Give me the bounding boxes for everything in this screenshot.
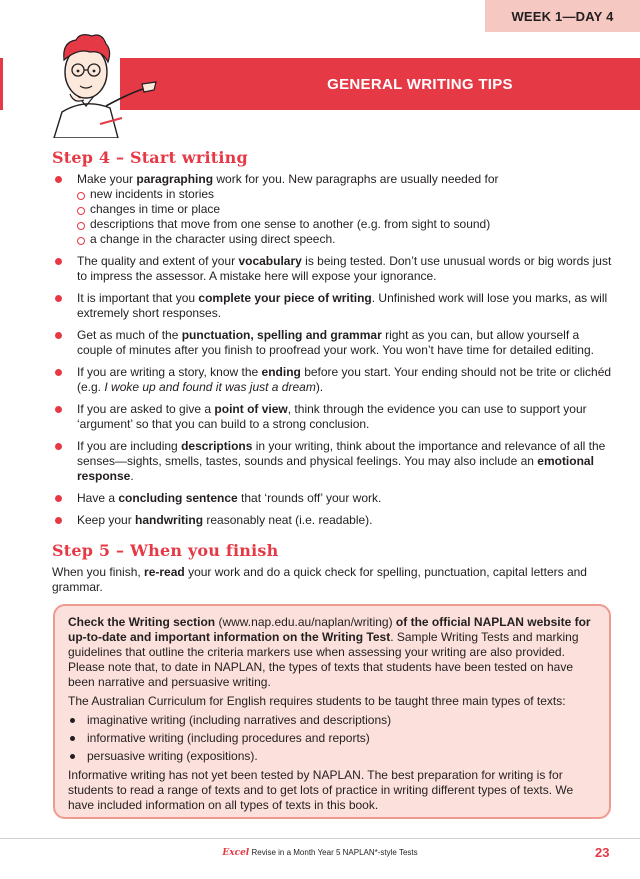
book-title: Revise in a Month Year 5 NAPLAN*-style Tests <box>251 848 418 857</box>
text-run: . <box>130 469 134 483</box>
tip-text <box>77 254 612 284</box>
margin-accent-bar <box>0 58 3 110</box>
text-run: . Sample Writing Tests and marking guidelines that outline the criteria markers use when assessing your writing are also provided. Please note that, to date in NAPLAN, the types of texts that students have been tested on have been narrative and persuasive writing. <box>68 630 579 689</box>
tip-text <box>77 491 612 506</box>
text-run: If you are including <box>77 439 182 453</box>
banner-title: GENERAL WRITING TIPS <box>327 75 513 93</box>
page-number: 23 <box>595 845 610 860</box>
page-footer <box>0 848 640 858</box>
text-run: Get as much of the <box>77 328 182 342</box>
text-run: paragraphing <box>136 172 214 186</box>
text-run: When you finish, <box>52 565 145 579</box>
info-paragraph-2: The Australian Curriculum for English requires students to be taught three main types of texts: <box>68 694 566 708</box>
text-run: concluding sentence <box>118 491 238 505</box>
text-run: re-read <box>144 565 185 579</box>
tip-text <box>77 291 612 321</box>
tip-list-item <box>52 291 612 321</box>
text-type-item: imaginative writing (including narratives and descriptions) <box>68 713 597 728</box>
text-run: punctuation, spelling and grammar <box>181 328 382 342</box>
sub-list-item: new incidents in stories <box>77 187 612 202</box>
text-run: is being tested. Don’t use unusual words or big words just to impress the assessor. A mistake here will expose your ignorance. <box>77 254 612 283</box>
sub-list-item: descriptions that move from one sense to another (e.g. from sight to sound) <box>77 217 612 232</box>
tip-text <box>77 365 612 395</box>
info-paragraph-1 <box>68 615 597 690</box>
text-run: Make your <box>77 172 137 186</box>
finish-paragraph <box>52 565 617 595</box>
text-run: . Unfinished work will lose you marks, as will extremely short responses. <box>77 291 608 320</box>
text-types-list <box>68 713 597 764</box>
teacher-mascot-icon <box>40 20 160 138</box>
brand-logo: Excel <box>222 848 250 858</box>
text-run: If you are writing a story, know the <box>77 365 262 379</box>
text-run: of the official NAPLAN website for up-to-date and important information on the Writing Test <box>68 615 591 644</box>
text-run: Check the Writing section <box>68 615 216 629</box>
section-banner <box>120 58 640 110</box>
tip-text <box>77 172 612 187</box>
text-run: descriptions <box>181 439 253 453</box>
tip-text <box>77 328 612 358</box>
text-run: I woke up and found it was just a dream <box>104 380 316 394</box>
text-run: emotional response <box>77 454 594 483</box>
tip-list-item <box>52 254 612 284</box>
tip-list-item <box>52 513 612 528</box>
text-run: vocabulary <box>238 254 302 268</box>
step-4-heading: Step 4 – Start writing <box>52 148 248 167</box>
text-run: handwriting <box>135 513 204 527</box>
footer-divider <box>0 838 640 839</box>
naplan-info-box <box>53 604 611 819</box>
tip-list-item <box>52 402 612 432</box>
text-run: right as you can, but allow yourself a couple of minutes after you finish to proofread your work. You won’t have time for detailed editing. <box>77 328 594 357</box>
tip-list-item <box>52 172 612 247</box>
sub-list-item: a change in the character using direct speech. <box>77 232 612 247</box>
tip-text <box>77 402 612 432</box>
text-run: complete your piece of writing <box>198 291 372 305</box>
text-run: , think through the evidence you can use to support your ‘argument’ so that you can build to a strong conclusion. <box>77 402 587 431</box>
text-type-item: persuasive writing (expositions). <box>68 749 597 764</box>
text-run: It is important that you <box>77 291 199 305</box>
tip-list-item <box>52 365 612 395</box>
text-run: ). <box>315 380 324 394</box>
paragraph-reasons-list <box>77 187 612 247</box>
text-run: If you are asked to give a <box>77 402 215 416</box>
text-type-item: informative writing (including procedures and reports) <box>68 731 597 746</box>
text-run: that ‘rounds off’ your work. <box>237 491 382 505</box>
step-5-heading: Step 5 – When you finish <box>52 541 279 560</box>
text-run: in your writing, think about the importance and relevance of all the senses—sights, smells, tastes, sounds and physical feelings. You may also include an <box>77 439 606 468</box>
tip-text <box>77 439 612 484</box>
text-run: work for you. New paragraphs are usually needed for <box>213 172 499 186</box>
text-run: Keep your <box>77 513 136 527</box>
text-run: your work and do a quick check for spelling, punctuation, capital letters and grammar. <box>52 565 587 594</box>
text-run: before you start. Your ending should not be trite or clichéd (e.g. <box>77 365 612 394</box>
writing-tips-list <box>52 172 612 535</box>
text-run: ending <box>261 365 301 379</box>
text-run: point of view <box>214 402 288 416</box>
week-day-tab: WEEK 1—DAY 4 <box>485 0 640 32</box>
info-paragraph-3: Informative writing has not yet been tested by NAPLAN. The best preparation for writing is for students to read a range of texts and to get lots of practice in writing different types of texts. We have included information on all types of texts in this book. <box>68 768 574 812</box>
tip-list-item <box>52 328 612 358</box>
tip-text <box>77 513 612 528</box>
text-run: Have a <box>77 491 119 505</box>
tip-list-item <box>52 439 612 484</box>
text-run: The quality and extent of your <box>77 254 239 268</box>
tip-list-item <box>52 491 612 506</box>
text-run: reasonably neat (i.e. readable). <box>203 513 373 527</box>
sub-list-item: changes in time or place <box>77 202 612 217</box>
text-run: (www.nap.edu.au/naplan/writing) <box>215 615 396 629</box>
